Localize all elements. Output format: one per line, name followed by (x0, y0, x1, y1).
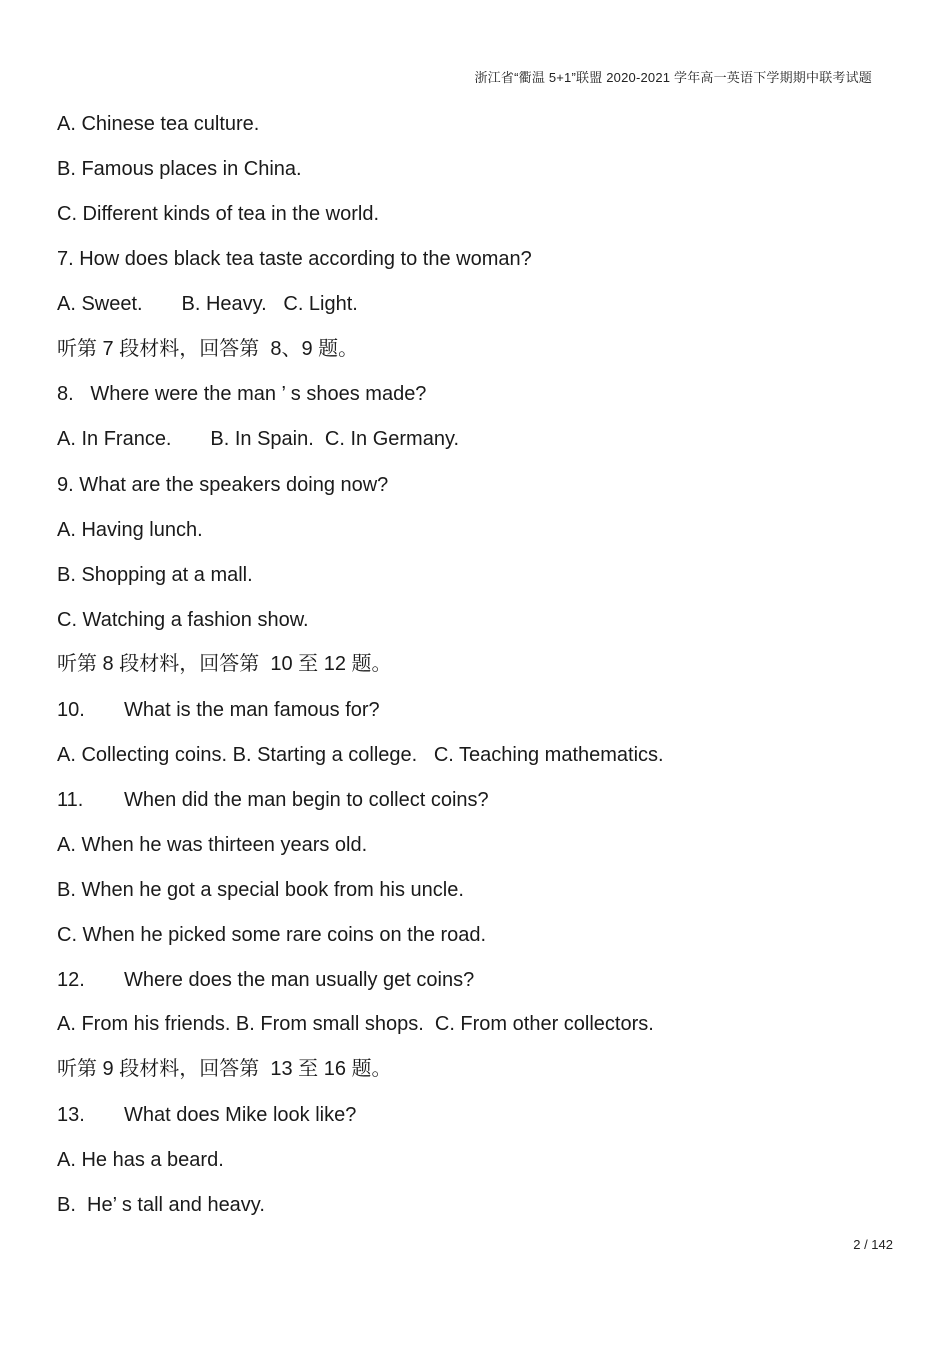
option-6a: A. Chinese tea culture. (57, 113, 260, 135)
section-9-instruction: 听第 9 段材料，回答第 13 至 16 题。 (57, 1058, 392, 1080)
question-11 (57, 788, 489, 812)
options-7: A. Sweet. B. Heavy. C. Light. (57, 293, 358, 315)
question-7: 7. How does black tea taste according to the woman? (57, 248, 532, 270)
option-6b: B. Famous places in China. (57, 158, 302, 180)
options-12: A. From his friends. B. From small shops. C. From other collectors. (57, 1013, 654, 1035)
question-number: 10. (57, 699, 85, 721)
question-text: What does Mike look like? (124, 1104, 357, 1126)
option-11c: C. When he picked some rare coins on the road. (57, 924, 487, 946)
options-8: A. In France. B. In Spain. C. In Germany. (57, 428, 460, 450)
question-number: 13. (57, 1104, 85, 1126)
question-text: When did the man begin to collect coins? (124, 789, 489, 811)
section-8-instruction: 听第 8 段材料，回答第 10 至 12 题。 (57, 653, 392, 675)
options-10: A. Collecting coins. B. Starting a college. C. Teaching mathematics. (57, 744, 664, 766)
option-9a: A. Having lunch. (57, 519, 203, 541)
option-11a: A. When he was thirteen years old. (57, 834, 368, 856)
question-13 (57, 1103, 356, 1127)
page-number: 2 / 142 (853, 1237, 893, 1252)
question-9: 9. What are the speakers doing now? (57, 474, 389, 496)
page-header: 浙江省“衢温 5+1”联盟 2020-2021 学年高一英语下学期期中联考试题 (474, 70, 872, 85)
option-13b: B. He’ s tall and heavy. (57, 1194, 265, 1216)
question-number: 11. (57, 789, 84, 811)
question-10 (57, 698, 380, 722)
section-7-instruction: 听第 7 段材料，回答第 8、9 题。 (57, 338, 359, 360)
option-6c: C. Different kinds of tea in the world. (57, 203, 380, 225)
option-13a: A. He has a beard. (57, 1149, 224, 1171)
question-text: What is the man famous for? (124, 699, 380, 721)
question-number: 12. (57, 969, 85, 991)
option-11b: B. When he got a special book from his uncle. (57, 879, 464, 901)
question-8: 8. Where were the man ’ s shoes made? (57, 383, 427, 405)
option-9c: C. Watching a fashion show. (57, 609, 309, 631)
option-9b: B. Shopping at a mall. (57, 564, 253, 586)
question-12 (57, 968, 474, 992)
question-text: Where does the man usually get coins? (124, 969, 475, 991)
